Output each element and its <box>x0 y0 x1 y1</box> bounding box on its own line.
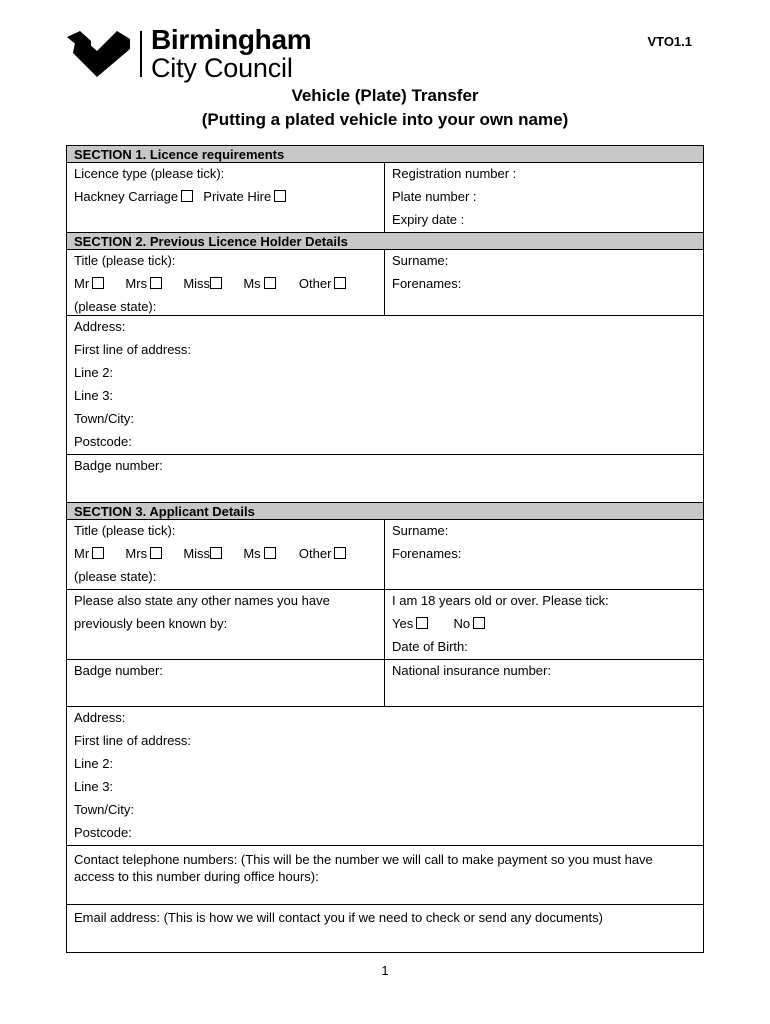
dob-field[interactable]: Date of Birth: <box>392 639 468 654</box>
ms-checkbox[interactable] <box>264 277 276 289</box>
contact-phone-field[interactable]: Contact telephone numbers: (This will be the number we will call to make payment so you must have access to this number during office hours): <box>74 852 653 884</box>
miss-label: Miss <box>183 546 211 561</box>
hackney-label: Hackney Carriage <box>74 189 179 204</box>
address-line1-field[interactable]: First line of address: <box>74 342 192 357</box>
other-names-age-row <box>67 590 703 660</box>
previous-holder-badge-row <box>67 455 703 503</box>
miss-checkbox[interactable] <box>210 547 222 559</box>
address-label: Address: <box>74 710 126 725</box>
age-label: I am 18 years old or over. Please tick: <box>392 593 609 608</box>
other-names-label: Please also state any other names you have <box>74 593 330 608</box>
mr-label: Mr <box>74 546 90 561</box>
forenames-field[interactable]: Forenames: <box>392 546 462 561</box>
ms-checkbox[interactable] <box>264 547 276 559</box>
licence-row <box>67 163 703 233</box>
yes-label: Yes <box>392 616 414 631</box>
mr-label: Mr <box>74 276 90 291</box>
town-field[interactable]: Town/City: <box>74 411 134 426</box>
mr-checkbox[interactable] <box>92 277 104 289</box>
private-hire-checkbox[interactable] <box>274 190 286 202</box>
plate-field[interactable]: Plate number : <box>392 189 477 204</box>
other-label: Other <box>298 276 332 291</box>
other-label: Other <box>298 546 332 561</box>
transfer-form <box>66 145 704 953</box>
hackney-checkbox[interactable] <box>181 190 193 202</box>
form-title: Vehicle (Plate) Transfer <box>291 86 479 105</box>
mrs-checkbox[interactable] <box>150 547 162 559</box>
no-label: No <box>453 616 471 631</box>
applicant-address-row <box>67 707 703 846</box>
yes-checkbox[interactable] <box>416 617 428 629</box>
address-label: Address: <box>74 319 126 334</box>
section3-heading: SECTION 3. Applicant Details <box>67 503 703 520</box>
postcode-field[interactable]: Postcode: <box>74 825 132 840</box>
logo-name: Birmingham <box>151 24 312 55</box>
email-row <box>67 905 703 952</box>
ms-label: Ms <box>243 276 261 291</box>
title-label: Title (please tick): <box>74 523 176 538</box>
logo-subname: City Council <box>151 53 293 83</box>
logo-divider <box>140 31 142 77</box>
other-checkbox[interactable] <box>334 547 346 559</box>
title-label: Title (please tick): <box>74 253 176 268</box>
no-checkbox[interactable] <box>473 617 485 629</box>
address-line2-field[interactable]: Line 2: <box>74 756 114 771</box>
heart-logo-icon <box>67 31 130 77</box>
applicant-name-row <box>67 520 703 590</box>
please-state-label: (please state): <box>74 299 157 314</box>
section1-heading: SECTION 1. Licence requirements <box>67 146 703 163</box>
address-line2-field[interactable]: Line 2: <box>74 365 114 380</box>
ms-label: Ms <box>243 546 261 561</box>
miss-checkbox[interactable] <box>210 277 222 289</box>
previous-holder-address-row <box>67 316 703 455</box>
mrs-label: Mrs <box>125 276 148 291</box>
surname-field[interactable]: Surname: <box>392 253 449 268</box>
town-field[interactable]: Town/City: <box>74 802 134 817</box>
mr-checkbox[interactable] <box>92 547 104 559</box>
section2-heading: SECTION 2. Previous Licence Holder Details <box>67 233 703 250</box>
expiry-field[interactable]: Expiry date : <box>392 212 465 227</box>
other-names-label-cont[interactable]: previously been known by: <box>74 616 228 631</box>
previous-holder-name-row <box>67 250 703 316</box>
contact-row <box>67 846 703 905</box>
licence-type-label: Licence type (please tick): <box>74 166 225 181</box>
council-logo <box>67 26 311 82</box>
mrs-checkbox[interactable] <box>150 277 162 289</box>
badge-ni-row <box>67 660 703 707</box>
private-hire-label: Private Hire <box>203 189 272 204</box>
form-subtitle: (Putting a plated vehicle into your own name) <box>201 110 569 129</box>
surname-field[interactable]: Surname: <box>392 523 449 538</box>
page-number: 1 <box>381 963 389 978</box>
miss-label: Miss <box>183 276 211 291</box>
please-state-label: (please state): <box>74 569 157 584</box>
address-line1-field[interactable]: First line of address: <box>74 733 192 748</box>
forenames-field[interactable]: Forenames: <box>392 276 462 291</box>
address-line3-field[interactable]: Line 3: <box>74 779 114 794</box>
registration-field[interactable]: Registration number : <box>392 166 517 181</box>
mrs-label: Mrs <box>125 546 148 561</box>
ni-number-field[interactable]: National insurance number: <box>392 663 551 678</box>
postcode-field[interactable]: Postcode: <box>74 434 132 449</box>
address-line3-field[interactable]: Line 3: <box>74 388 114 403</box>
badge-field[interactable]: Badge number: <box>74 663 163 678</box>
badge-field[interactable]: Badge number: <box>74 458 163 473</box>
email-field[interactable]: Email address: (This is how we will contact you if we need to check or send any documents) <box>74 910 603 925</box>
other-checkbox[interactable] <box>334 277 346 289</box>
document-reference: VTO1.1 <box>647 34 692 49</box>
